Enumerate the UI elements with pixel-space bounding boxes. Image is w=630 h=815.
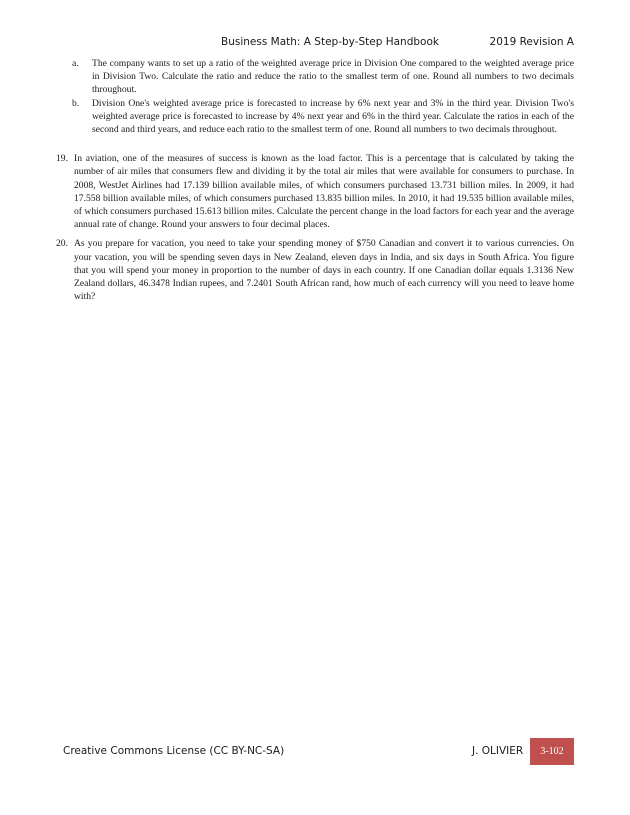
sub-question-a — [56, 57, 574, 97]
spacer — [56, 136, 574, 152]
license-text: Creative Commons License (CC BY-NC-SA) — [63, 745, 285, 757]
sub-question-marker: b. — [72, 97, 80, 109]
page-number-badge: 3-102 — [530, 738, 574, 765]
sub-question-text: Division One's weighted average price is forecasted to increase by 6% next year and 3% in the third year. Division Two's weighted average price is forecasted to increase by 4% next year and 6% in the third year. Calculate the ratios in each of the second and third years, and reduce each ratio to the smallest term of one. Round all numbers to two decimals throughout. — [92, 97, 574, 136]
sub-question-text: The company wants to set up a ratio of the weighted average price in Division One compared to the weighted average price in Division Two. Calculate the ratio and reduce the ratio to the smallest term of one. Round all numbers to two decimals throughout. — [92, 58, 574, 96]
sub-question-marker: a. — [72, 58, 79, 69]
question-number: 19. — [56, 153, 68, 165]
page-header — [0, 36, 630, 52]
author-name: J. OLIVIER — [472, 745, 524, 757]
question-20 — [56, 237, 574, 303]
book-title: Business Math: A Step-by-Step Handbook — [221, 36, 439, 48]
revision-label: 2019 Revision A — [489, 36, 574, 48]
question-number: 20. — [56, 238, 68, 250]
question-19 — [56, 152, 574, 231]
page-content — [56, 57, 574, 303]
question-text: As you prepare for vacation, you need to take your spending money of $750 Canadian and convert it to various currencies. On your vacation, you will be spending seven days in New Zealand, eleven days in India, and six days in South Africa. You figure that you will spend your money in proportion to the number of days in each country. If one Canadian dollar equals 1.3136 New Zealand dollars, 46.3478 Indian rupees, and 7.2401 South African rand, how much of each currency will you need to leave home with? — [74, 238, 574, 303]
sub-question-b — [56, 97, 574, 137]
page-footer — [0, 738, 630, 766]
question-text: In aviation, one of the measures of success is known as the load factor. This is a percentage that is calculated by taking the number of air miles that consumers flew and dividing it by the total air miles that were available for consumers to purchase. In 2008, WestJet Airlines had 17.139 billion available miles, of which consumers purchased 13.731 billion miles. In 2009, it had 17.558 billion available miles, of which consumers purchased 13.835 billion miles. In 2010, it had 19.535 billion available miles, of which consumers purchased 15.613 billion miles. Calculate the percent change in the load factors for each year and the average annual rate of change. Round your answers to four decimal places. — [74, 153, 574, 231]
